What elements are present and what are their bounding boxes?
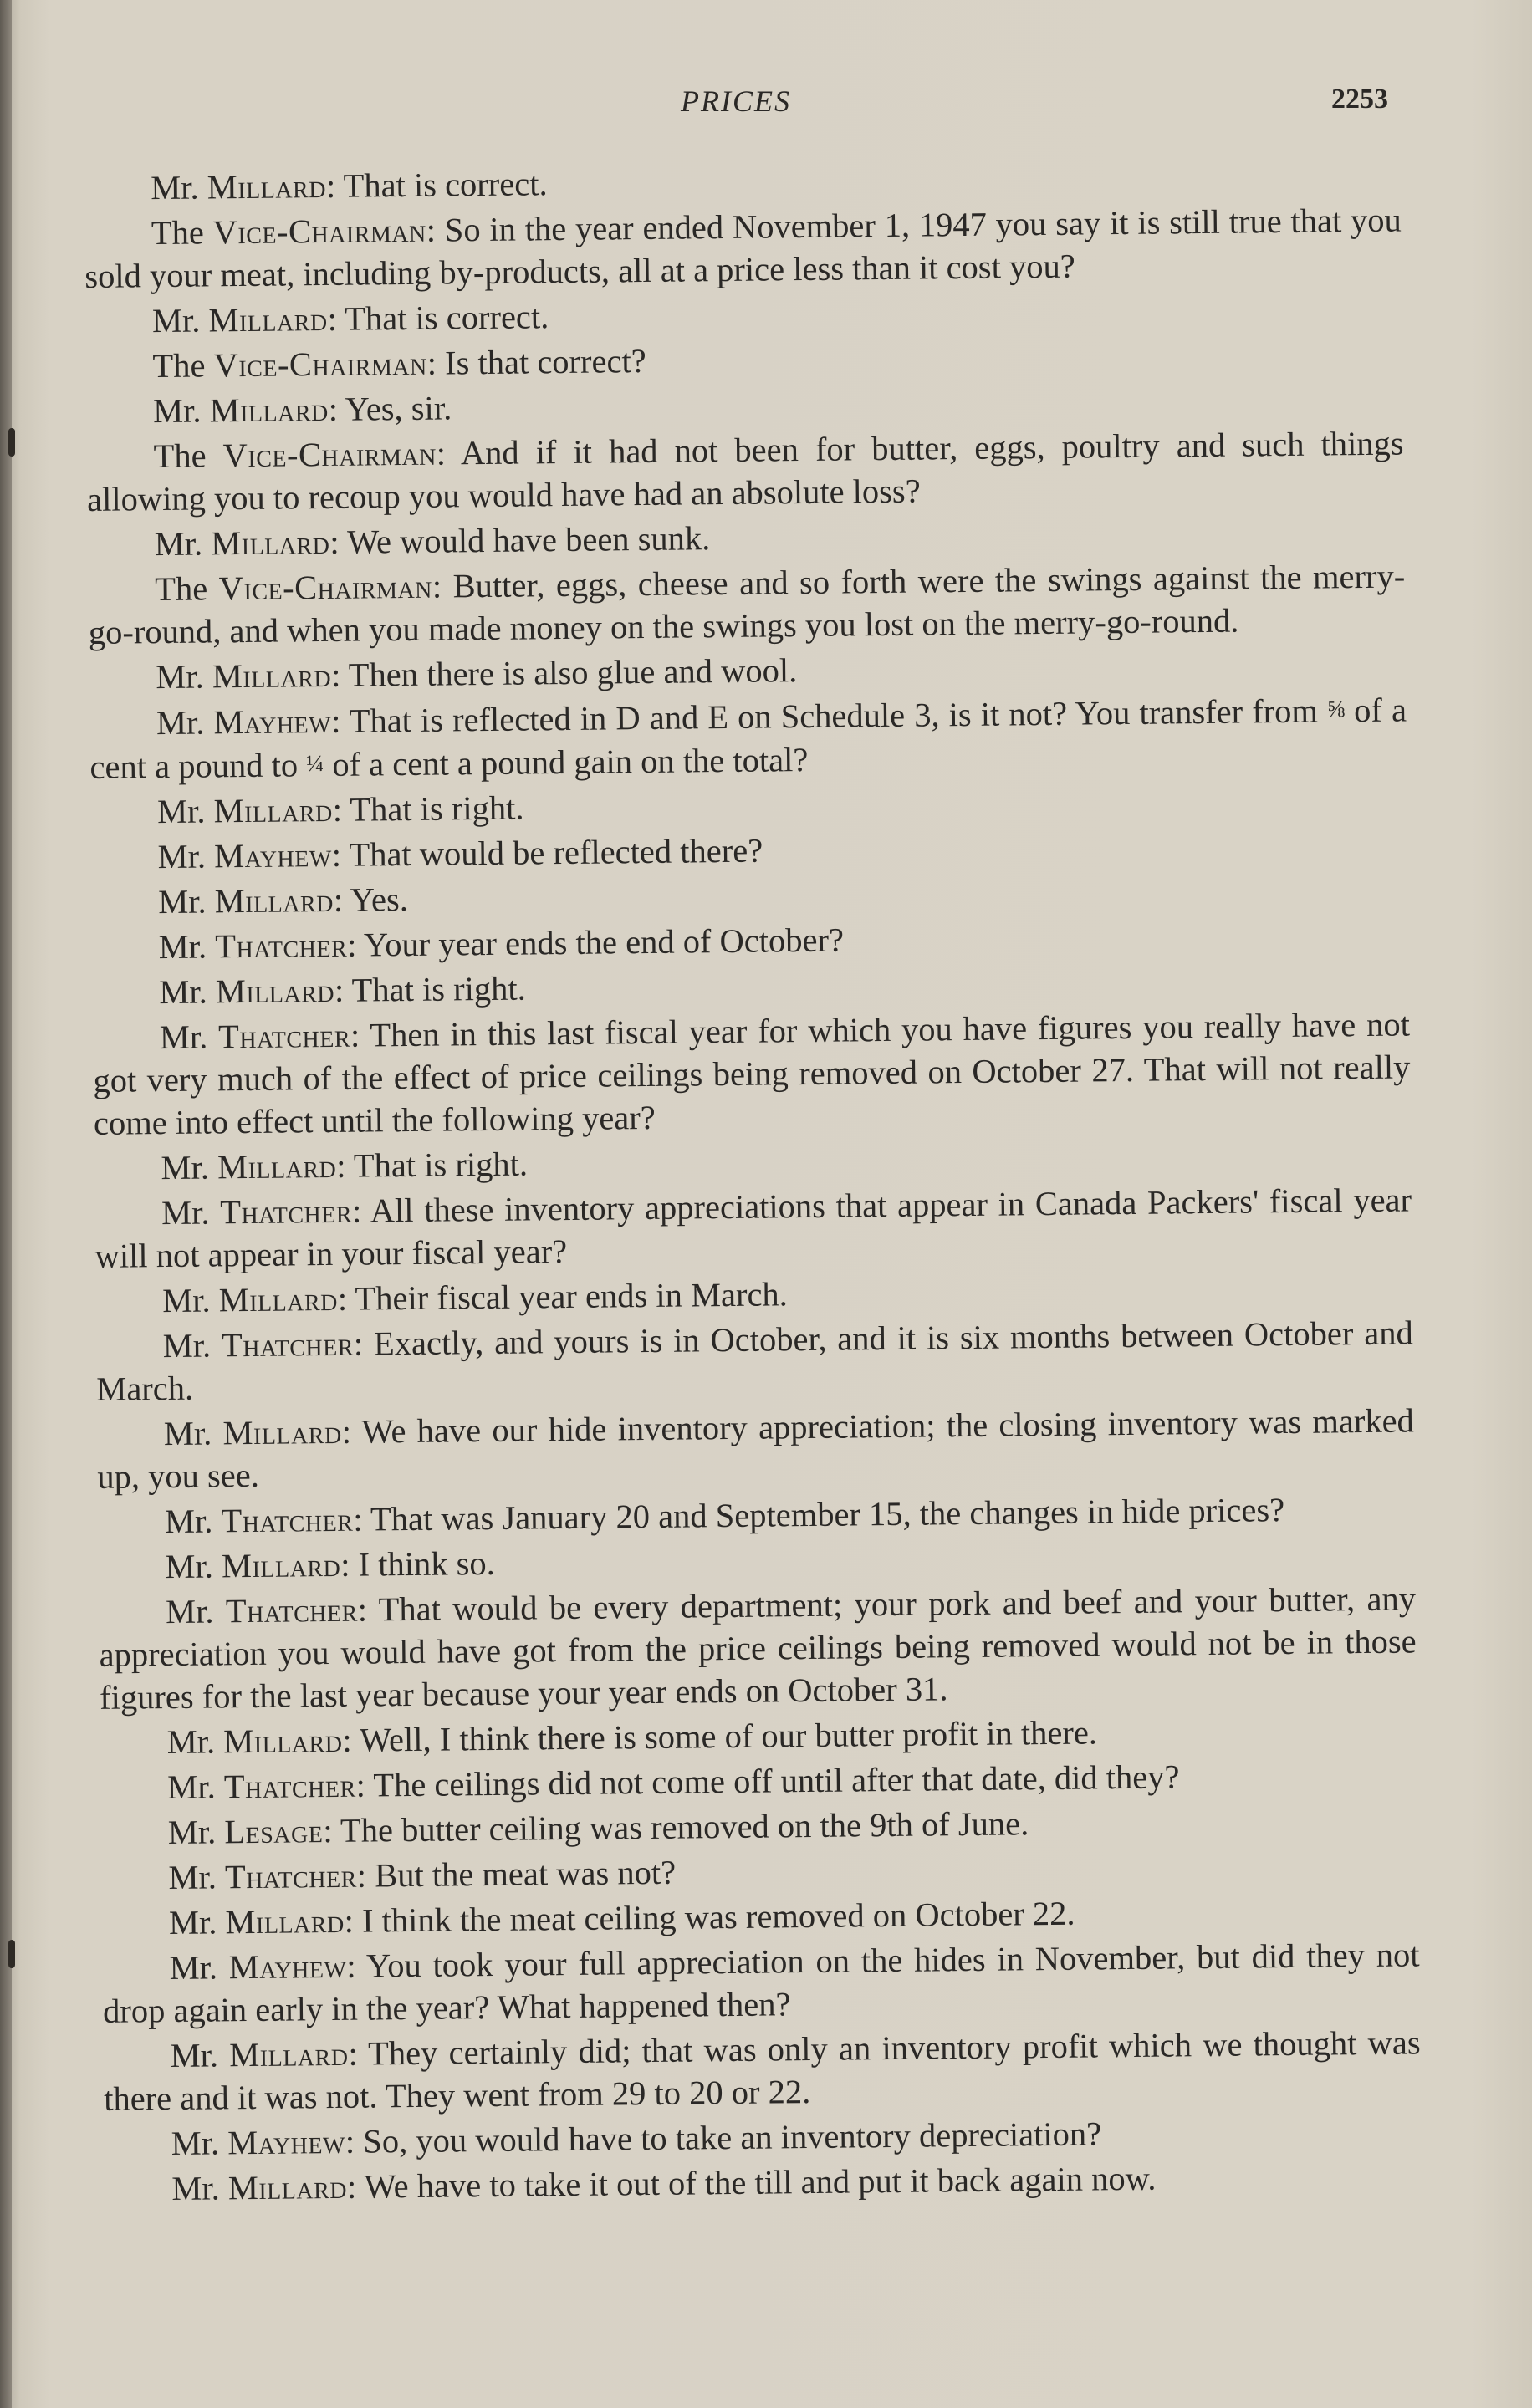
speaker-title: Mr. xyxy=(156,703,205,742)
binding-mark xyxy=(8,1940,15,1968)
speaker-name: Vice-Chairman xyxy=(218,567,433,608)
dialogue-paragraph: Mr. Millard: That is correct. xyxy=(151,165,548,207)
dialogue-paragraph: Mr. Millard: That is right. xyxy=(161,1145,529,1187)
speaker-name: Millard xyxy=(218,1279,339,1319)
dialogue-paragraph: Mr. Millard: I think the meat ceiling was removed on October 22. xyxy=(168,1894,1075,1942)
speaker-name: Millard xyxy=(225,1901,345,1941)
speech-text: I think the meat ceiling was removed on October 22. xyxy=(361,1894,1075,1940)
transcript-body xyxy=(84,154,1422,2213)
speaker-name: Millard xyxy=(212,656,332,696)
speaker-name: Lesage xyxy=(224,1812,324,1851)
speech-text: Butter, eggs, cheese and so forth were the swings against the merry-go-round, and when you made money on the swings you lost on the merry-go-round. xyxy=(88,557,1406,651)
speaker-title: Mr. xyxy=(169,1948,218,1987)
speaker-title: Mr. xyxy=(162,1326,212,1365)
speaker-name: Millard xyxy=(227,2167,348,2207)
speech-text: You took your full appreciation on the hides in November, but did they not drop again early in the year? What happened then? xyxy=(102,1936,1420,2030)
speech-text: Exactly, and yours is in October, and it is six months between October and March. xyxy=(96,1314,1413,1408)
speaker-title: Mr. xyxy=(151,301,201,340)
dialogue-paragraph: Mr. Thatcher: That was January 20 and September 15, the changes in hide prices? xyxy=(164,1491,1285,1541)
speech-text: I think so. xyxy=(358,1543,495,1584)
dialogue-paragraph: Mr. Millard: We would have been sunk. xyxy=(154,519,711,564)
speaker-title: Mr. xyxy=(167,1813,217,1852)
speaker-title: Mr. xyxy=(156,657,205,696)
speech-text: That is right. xyxy=(353,1145,529,1185)
speaker-name: Millard xyxy=(222,1412,342,1452)
speech-text: of a cent a pound to xyxy=(89,691,1407,786)
speaker-name: Millard xyxy=(210,523,330,563)
fraction: ¼ xyxy=(306,751,324,778)
speaker-title: Mr. xyxy=(159,972,207,1012)
page-header xyxy=(84,84,1388,134)
speaker-title: Mr. xyxy=(165,1547,214,1586)
speech-text: Yes, sir. xyxy=(345,389,452,428)
speaker-name: Millard xyxy=(214,880,334,921)
speaker-name: Thatcher xyxy=(217,1016,351,1056)
speech-text: of a cent a pound gain on the total? xyxy=(332,740,809,783)
page-number: 2253 xyxy=(1331,84,1388,115)
speech-text: All these inventory appreciations that appear in Canada Packers' fiscal year will not appear in your fiscal year? xyxy=(94,1181,1412,1275)
dialogue-paragraph: Mr. Millard: We have our hide inventory appreciation; the closing inventory was marked up, you see. xyxy=(97,1401,1415,1496)
speaker-title: Mr. xyxy=(167,1768,216,1807)
dialogue-paragraph: Mr. Millard: Yes. xyxy=(157,880,409,921)
speech-text: That would be reflected there? xyxy=(349,831,763,874)
speaker-title: Mr. xyxy=(156,792,206,831)
speaker-title: Mr. xyxy=(158,927,207,967)
speaker-title: The xyxy=(151,213,205,253)
dialogue-paragraph: The Vice-Chairman: Butter, eggs, cheese and so forth were the swings against the merry-go-round, and when you made money on the swings you lost on the merry-go-round. xyxy=(88,557,1406,651)
speech-text: Then there is also glue and wool. xyxy=(348,651,798,694)
dialogue-paragraph: Mr. Thatcher: But the meat was not? xyxy=(168,1853,677,1897)
dialogue-paragraph: Mr. Lesage: The butter ceiling was removed on the 9th of June. xyxy=(167,1804,1029,1852)
dialogue-paragraph: Mr. Millard: I think so. xyxy=(165,1543,495,1586)
speech-text: That is correct. xyxy=(343,165,548,205)
speech-text: That is right. xyxy=(351,969,527,1009)
speech-text: Yes. xyxy=(350,880,409,919)
speaker-title: Mr. xyxy=(164,1502,213,1541)
speaker-title: Mr. xyxy=(163,1414,212,1453)
speaker-title: Mr. xyxy=(161,1281,211,1320)
speech-text: And if it had not been for butter, eggs, poultry and such things allowing you to recoup you would have had an absolute loss? xyxy=(86,424,1404,518)
speech-text: Then in this last fiscal year for which you have figures you really have not got very much of the effect of price ceilings being removed on October 27. That will not really come into effect until the following year? xyxy=(93,1005,1411,1142)
speech-text: The butter ceiling was removed on the 9th of June. xyxy=(340,1804,1029,1849)
speaker-title: Mr. xyxy=(168,1903,217,1942)
speaker-title: Mr. xyxy=(161,1193,210,1232)
dialogue-paragraph: Mr. Millard: Well, I think there is some of our butter profit in there. xyxy=(166,1713,1098,1762)
dialogue-paragraph: The Vice-Chairman: So in the year ended November 1, 1947 you say it is still true that you sold your meat, including by-products, all at a price less than it cost you? xyxy=(84,201,1402,295)
speaker-name: Thatcher xyxy=(219,1191,353,1232)
speaker-title: Mr. xyxy=(165,1592,214,1631)
dialogue-paragraph: Mr. Millard: That is correct. xyxy=(151,298,549,340)
speech-text: That was January 20 and September 15, the changes in hide prices? xyxy=(370,1491,1285,1538)
speaker-title: Mr. xyxy=(157,837,207,876)
speaker-title: Mr. xyxy=(154,524,203,564)
dialogue-paragraph: Mr. Thatcher: The ceilings did not come off until after that date, did they? xyxy=(167,1758,1180,1807)
speaker-title: Mr. xyxy=(152,391,202,431)
speaker-title: Mr. xyxy=(157,882,207,921)
speech-text: Well, I think there is some of our butter profit in there. xyxy=(359,1713,1098,1759)
speaker-title: Mr. xyxy=(151,168,199,207)
speech-text: Your year ends the end of October? xyxy=(363,921,845,964)
speech-text: Their fiscal year ends in March. xyxy=(355,1275,789,1318)
speech-text: But the meat was not? xyxy=(374,1853,677,1895)
dialogue-paragraph: Mr. Thatcher: Your year ends the end of October? xyxy=(158,921,845,967)
dialogue-paragraph: Mr. Millard: They certainly did; that was only an inventory profit which we thought was there and it was not. They went from 29 to 20 or 22. xyxy=(103,2023,1421,2118)
dialogue-paragraph: Mr. Millard: We have to take it out of the till and put it back again now. xyxy=(171,2159,1157,2208)
speaker-name: Thatcher xyxy=(221,1500,354,1540)
speaker-name: Thatcher xyxy=(223,1766,356,1806)
speaker-name: Vice-Chairman xyxy=(212,211,426,252)
dialogue-paragraph: Mr. Thatcher: All these inventory appreciations that appear in Canada Packers' fiscal year will not appear in your fiscal year? xyxy=(94,1181,1412,1275)
speech-text: That is right. xyxy=(350,788,524,829)
speaker-title: Mr. xyxy=(166,1722,216,1762)
fraction: ⅝ xyxy=(1326,696,1346,723)
speaker-name: Millard xyxy=(221,1545,341,1585)
speaker-name: Thatcher xyxy=(221,1324,355,1365)
speaker-title: The xyxy=(153,436,207,476)
speaker-name: Millard xyxy=(213,790,333,830)
speaker-title: Mr. xyxy=(170,2036,219,2075)
speech-text: So, you would have to take an inventory depreciation? xyxy=(363,2115,1102,2161)
dialogue-paragraph: The Vice-Chairman: And if it had not been for butter, eggs, poultry and such things allowing you to recoup you would have had an absolute loss? xyxy=(86,424,1404,518)
speech-text: Is that correct? xyxy=(444,341,646,382)
book-spine-shadow xyxy=(0,0,12,2408)
speech-text: They certainly did; that was only an inventory profit which we thought was there and it was not. They went from 29 to 20 or 22. xyxy=(103,2023,1421,2118)
speaker-name: Millard xyxy=(229,2034,349,2074)
speaker-name: Millard xyxy=(209,390,329,430)
speech-text: That is correct. xyxy=(345,298,549,338)
speaker-name: Millard xyxy=(208,299,328,339)
speaker-title: The xyxy=(155,569,208,609)
speaker-name: Mayhew xyxy=(227,2122,346,2162)
speaker-title: Mr. xyxy=(159,1018,208,1057)
dialogue-paragraph: Mr. Millard: Yes, sir. xyxy=(152,389,452,431)
speaker-name: Thatcher xyxy=(224,1856,358,1896)
speaker-name: Vice-Chairman xyxy=(222,434,437,475)
speech-text: That is reflected in D and E on Schedule 3, is it not? You transfer from xyxy=(349,691,1319,740)
speech-text: We would have been sunk. xyxy=(346,519,711,561)
binding-mark xyxy=(8,428,15,457)
speech-text: We have to take it out of the till and put it back again now. xyxy=(364,2159,1157,2206)
dialogue-paragraph: Mr. Millard: Then there is also glue and wool. xyxy=(156,651,798,696)
speaker-name: Millard xyxy=(223,1721,343,1761)
speaker-name: Thatcher xyxy=(225,1590,358,1630)
dialogue-paragraph: Mr. Thatcher: That would be every department; your pork and beef and your butter, any appreciation you would have got from the price ceilings being removed would not be in those figures for the last year because your year ends on October 31. xyxy=(99,1579,1417,1717)
speaker-name: Thatcher xyxy=(215,926,348,966)
dialogue-paragraph: The Vice-Chairman: Is that correct? xyxy=(152,341,646,385)
speaker-name: Mayhew xyxy=(213,835,333,875)
speaker-title: Mr. xyxy=(171,2124,220,2163)
speaker-title: Mr. xyxy=(161,1148,210,1187)
dialogue-paragraph: Mr. Millard: Their fiscal year ends in March. xyxy=(161,1275,789,1320)
speaker-name: Millard xyxy=(215,971,335,1011)
speech-text: So in the year ended November 1, 1947 you say it is still true that you sold your meat, including by-products, all at a price less than it cost you? xyxy=(84,201,1402,295)
speaker-title: The xyxy=(152,346,206,385)
dialogue-paragraph: Mr. Thatcher: Exactly, and yours is in October, and it is six months between October and March. xyxy=(96,1314,1413,1408)
running-title: PRICES xyxy=(681,84,791,118)
speech-text: That would be every department; your pork and beef and your butter, any appreciation you would have got from the price ceilings being removed would not be in those figures for the last year because your year ends on October 31. xyxy=(99,1579,1417,1717)
speaker-name: Mayhew xyxy=(213,701,332,742)
speech-text: The ceilings did not come off until after that date, did they? xyxy=(373,1758,1180,1804)
dialogue-paragraph: Mr. Mayhew: You took your full appreciation on the hides in November, but did they not drop again early in the year? What happened then? xyxy=(102,1936,1420,2030)
dialogue-paragraph: Mr. Thatcher: Then in this last fiscal year for which you have figures you really have not got very much of the effect of price ceilings being removed on October 27. That will not really come into effect until the following year? xyxy=(93,1005,1411,1142)
speech-text: We have our hide inventory appreciation; the closing inventory was marked up, you see. xyxy=(97,1401,1415,1496)
speaker-name: Vice-Chairman xyxy=(213,344,427,385)
speaker-name: Millard xyxy=(207,166,327,207)
speaker-name: Millard xyxy=(217,1146,337,1186)
dialogue-paragraph: Mr. Mayhew: That would be reflected there? xyxy=(157,831,763,876)
dialogue-paragraph: Mr. Millard: That is right. xyxy=(159,969,527,1012)
speaker-title: Mr. xyxy=(171,2169,220,2208)
speaker-title: Mr. xyxy=(168,1858,217,1897)
dialogue-paragraph: Mr. Mayhew: That is reflected in D and E on Schedule 3, is it not? You transfer from ⅝ of a cent a pound to ¼ of a cent a pound gain on the total? xyxy=(89,691,1407,786)
dialogue-paragraph: Mr. Mayhew: So, you would have to take an inventory depreciation? xyxy=(171,2115,1102,2163)
speaker-name: Mayhew xyxy=(228,1946,347,1987)
dialogue-paragraph: Mr. Millard: That is right. xyxy=(156,788,524,831)
